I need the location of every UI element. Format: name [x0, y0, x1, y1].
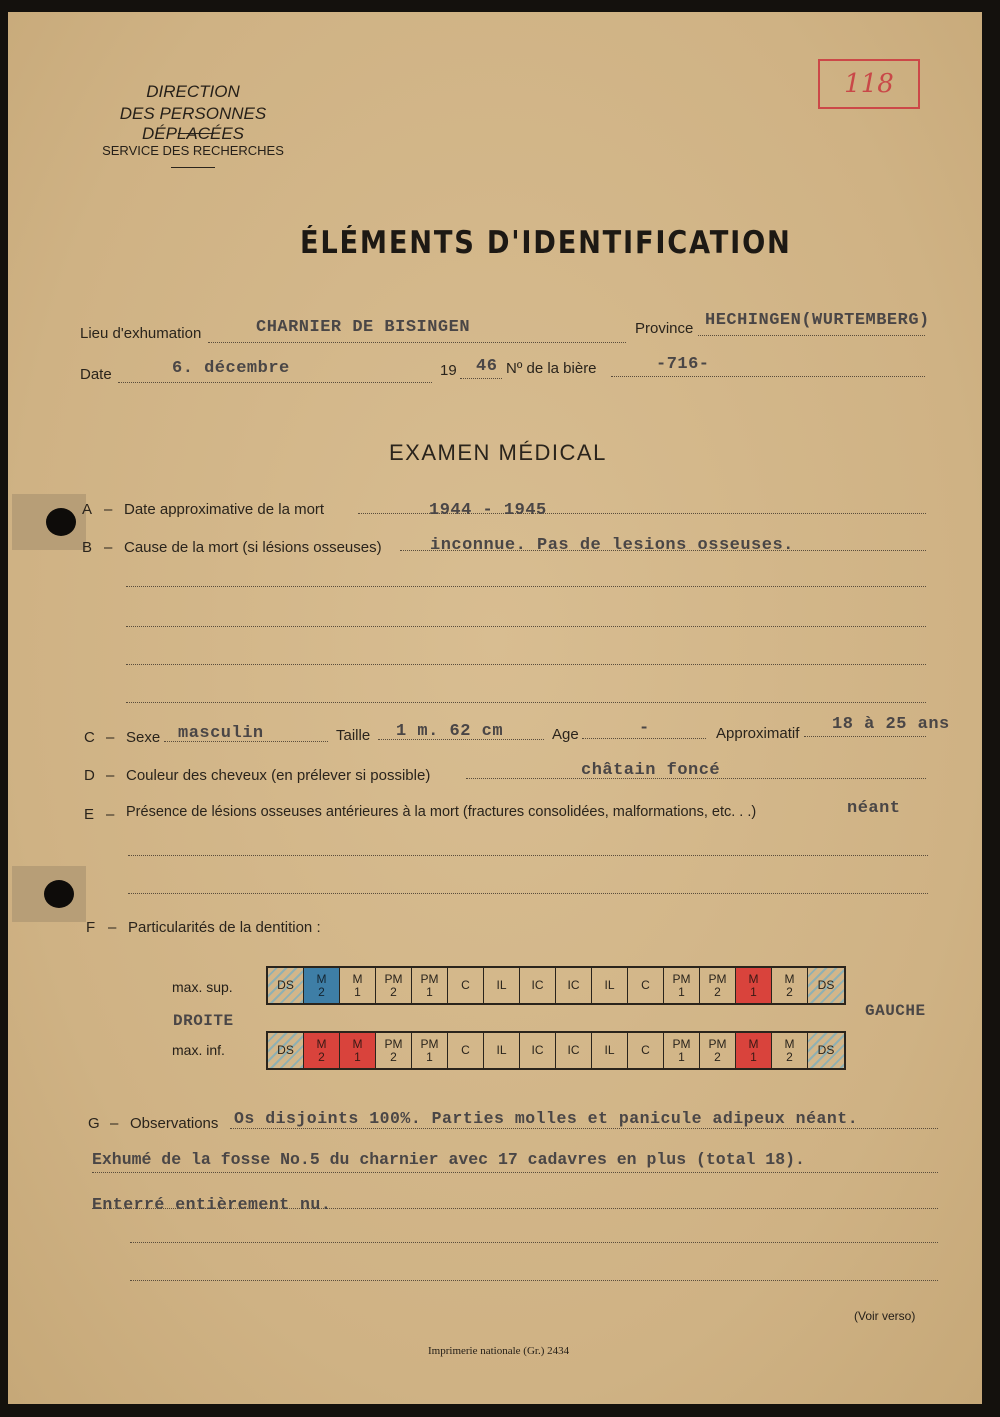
punch-hole-top [46, 508, 76, 536]
upper-tooth-pm2 [700, 968, 736, 1003]
upper-tooth-il [484, 968, 520, 1003]
tooth-code: M [784, 1036, 795, 1051]
tooth-code: DS [277, 978, 294, 992]
tooth-number: 2 [786, 984, 793, 999]
g-letter: G [88, 1115, 100, 1132]
tooth-number: 2 [714, 984, 721, 999]
date-value: 6. décembre [172, 359, 290, 378]
max-inf-label: max. inf. [172, 1042, 225, 1058]
tooth-code: IL [604, 978, 615, 992]
b-value: inconnue. Pas de lesions osseuses. [430, 536, 794, 555]
lower-tooth-il [592, 1033, 628, 1068]
province-value: HECHINGEN(WURTEMBERG) [705, 311, 930, 330]
tooth-code: IC [567, 978, 580, 992]
header-rule [178, 133, 214, 134]
biere-dots [611, 376, 925, 377]
tooth-code: M [748, 1036, 759, 1051]
upper-tooth-pm2 [376, 968, 412, 1003]
obs-dots-5 [130, 1280, 938, 1281]
date-label: Date [80, 366, 112, 383]
upper-tooth-pm1 [412, 968, 448, 1003]
tooth-code: PM [708, 971, 727, 986]
observations-line-3: Enterré entièrement nu. [92, 1195, 332, 1214]
upper-tooth-c [448, 968, 484, 1003]
lower-tooth-pm1 [664, 1033, 700, 1068]
a-dash: – [104, 501, 113, 518]
b-label: Cause de la mort (si lésions osseuses) [124, 539, 382, 556]
e-label: Présence de lésions osseuses antérieures à la mort (fractures consolidées, malformations, etc. . .) [126, 804, 757, 820]
tooth-code: DS [817, 1043, 835, 1057]
upper-tooth-m1 [340, 968, 376, 1003]
tooth-code: IL [496, 978, 507, 992]
e-extra-line-1 [128, 855, 928, 856]
lower-tooth-ds [268, 1033, 304, 1068]
tooth-number: 1 [678, 984, 685, 999]
upper-tooth-m2 [304, 968, 340, 1003]
tooth-code: M [316, 1036, 327, 1051]
approx-value: 18 à 25 ans [832, 715, 950, 734]
e-letter: E [84, 806, 95, 823]
tooth-code: PM [672, 971, 691, 986]
lower-teeth-chart [266, 1031, 846, 1070]
sexe-label: Sexe [126, 729, 161, 746]
stamp-number: 118 [818, 59, 920, 109]
tooth-code: IC [531, 978, 544, 992]
lower-tooth-pm2 [376, 1033, 412, 1068]
age-label: Age [552, 726, 579, 743]
tooth-number: 2 [318, 984, 325, 999]
tooth-number: 1 [750, 1049, 757, 1064]
upper-tooth-pm1 [664, 968, 700, 1003]
lower-tooth-m1 [736, 1033, 772, 1068]
tooth-code: M [784, 971, 795, 986]
upper-tooth-c [628, 968, 664, 1003]
tooth-number: 1 [354, 984, 361, 999]
upper-tooth-ic [556, 968, 592, 1003]
d-value: châtain foncé [581, 761, 721, 780]
year-prefix: 19 [440, 362, 457, 379]
punch-hole-bottom [44, 880, 74, 908]
lower-tooth-ds [808, 1033, 844, 1068]
date-dots [118, 382, 432, 383]
upper-tooth-ic [520, 968, 556, 1003]
obs-dots-4 [130, 1242, 938, 1243]
year-dots [460, 378, 502, 379]
taille-label: Taille [336, 727, 371, 744]
header-service: SERVICE DES RECHERCHES [102, 143, 284, 158]
lower-tooth-pm2 [700, 1033, 736, 1068]
tooth-code: PM [384, 1036, 403, 1051]
c-letter: C [84, 729, 95, 746]
sexe-value: masculin [178, 724, 264, 743]
province-dots [698, 335, 925, 336]
tooth-code: IC [567, 1043, 580, 1057]
tooth-code: PM [384, 971, 403, 986]
c-dash: – [106, 729, 115, 746]
lower-tooth-m2 [772, 1033, 808, 1068]
b-extra-line-2 [126, 626, 926, 627]
voir-verso: (Voir verso) [854, 1309, 916, 1323]
a-letter: A [82, 501, 93, 518]
upper-tooth-m1 [736, 968, 772, 1003]
tooth-code: PM [708, 1036, 727, 1051]
b-extra-line-1 [126, 586, 926, 587]
tooth-code: IC [531, 1043, 544, 1057]
droite-label: DROITE [173, 1012, 234, 1030]
approx-dots [804, 736, 926, 737]
upper-tooth-ds [808, 968, 844, 1003]
tooth-number: 1 [354, 1049, 361, 1064]
header-rule-bottom [171, 167, 215, 168]
tooth-code: IL [604, 1043, 615, 1057]
upper-tooth-ds [268, 968, 304, 1003]
page-title: ÉLÉMENTS D'IDENTIFICATION [300, 225, 792, 261]
a-label: Date approximative de la mort [124, 501, 325, 518]
tooth-code: PM [420, 971, 439, 986]
lower-tooth-ic [520, 1033, 556, 1068]
gauche-label: GAUCHE [865, 1002, 926, 1020]
max-sup-label: max. sup. [172, 979, 233, 995]
lieu-label: Lieu d'exhumation [80, 325, 202, 342]
e-value: néant [847, 799, 901, 818]
observations-line-2: Exhumé de la fosse No.5 du charnier avec 17 cadavres en plus (total 18). [92, 1150, 805, 1169]
lieu-dots [208, 342, 626, 343]
printer-mark: Imprimerie nationale (Gr.) 2434 [428, 1345, 570, 1357]
e-dash: – [106, 806, 115, 823]
lower-tooth-m2 [304, 1033, 340, 1068]
upper-teeth-chart [266, 966, 846, 1005]
tooth-number: 1 [678, 1049, 685, 1064]
tooth-code: M [352, 1036, 363, 1051]
tooth-number: 2 [318, 1049, 325, 1064]
form-sheet [8, 12, 982, 1404]
tooth-number: 2 [714, 1049, 721, 1064]
d-label: Couleur des cheveux (en prélever si possible) [126, 767, 431, 784]
observations-label: Observations [130, 1115, 219, 1132]
lower-tooth-ic [556, 1033, 592, 1068]
tooth-code: C [461, 978, 470, 992]
f-dash: – [108, 919, 117, 936]
d-letter: D [84, 767, 95, 784]
header-direction: DIRECTION [146, 82, 240, 101]
province-label: Province [635, 320, 694, 337]
biere-label: Nº de la bière [506, 360, 597, 377]
tooth-code: M [316, 971, 327, 986]
obs-dots-2 [92, 1172, 938, 1173]
lower-tooth-m1 [340, 1033, 376, 1068]
approx-label: Approximatif [716, 725, 800, 742]
tooth-code: IL [496, 1043, 507, 1057]
tooth-number: 2 [390, 1049, 397, 1064]
header-personnes-deplacees: DES PERSONNES DÉPLACÉES [119, 104, 267, 143]
g-dash: – [110, 1115, 119, 1132]
b-dash: – [104, 539, 113, 556]
a-value: 1944 - 1945 [429, 501, 547, 520]
exam-title: EXAMEN MÉDICAL [389, 440, 607, 465]
tooth-number: 2 [786, 1049, 793, 1064]
year-value: 46 [476, 357, 498, 376]
age-dots [582, 738, 706, 739]
tooth-number: 1 [426, 1049, 433, 1064]
tooth-code: M [748, 971, 759, 986]
tooth-code: C [641, 978, 650, 992]
tooth-number: 1 [426, 984, 433, 999]
tooth-code: PM [672, 1036, 691, 1051]
observations-line-1: Os disjoints 100%. Parties molles et panicule adipeux néant. [234, 1109, 859, 1128]
e-extra-line-2 [128, 893, 928, 894]
taille-value: 1 m. 62 cm [396, 722, 504, 741]
lower-tooth-pm1 [412, 1033, 448, 1068]
age-value: - [639, 719, 650, 738]
b-letter: B [82, 539, 93, 556]
lower-tooth-il [484, 1033, 520, 1068]
b-extra-line-4 [126, 702, 926, 703]
d-dash: – [106, 767, 115, 784]
b-extra-line-3 [126, 664, 926, 665]
upper-tooth-m2 [772, 968, 808, 1003]
f-label: Particularités de la dentition : [128, 919, 321, 936]
upper-tooth-il [592, 968, 628, 1003]
tooth-code: C [641, 1043, 650, 1057]
tooth-code: M [352, 971, 363, 986]
tooth-number: 2 [390, 984, 397, 999]
lieu-value: CHARNIER DE BISINGEN [256, 318, 471, 337]
tooth-code: C [461, 1043, 470, 1057]
tooth-code: DS [277, 1043, 294, 1057]
tooth-code: DS [817, 978, 835, 992]
lower-tooth-c [448, 1033, 484, 1068]
obs-dots-1 [230, 1128, 938, 1129]
lower-tooth-c [628, 1033, 664, 1068]
tooth-code: PM [420, 1036, 439, 1051]
f-letter: F [86, 919, 96, 936]
biere-value: -716- [656, 355, 710, 374]
tooth-number: 1 [750, 984, 757, 999]
